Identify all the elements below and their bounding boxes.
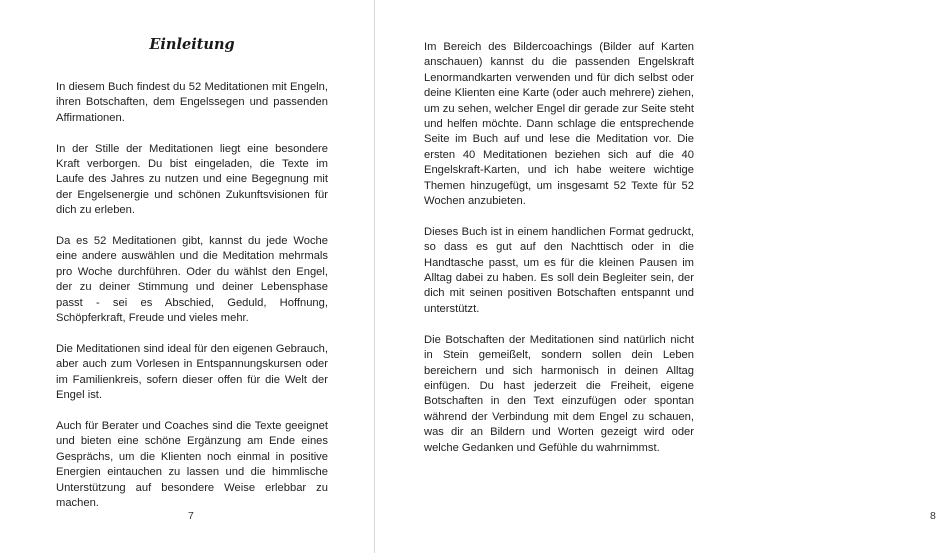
paragraph: Dieses Buch ist in einem handlichen Format gedruckt, so dass es gut auf den Nachttisch oder in die Handtasche passt, um es für die kleinen Pausen im Alltag dabei zu haben. Es soll dein Begleiter sein, der dich mit seinen positiven Botschaften entspannt und unterstützt.	[424, 225, 694, 315]
paragraph: Auch für Berater und Coaches sind die Texte geeignet und bieten eine schöne Ergänzung am Ende eines Gesprächs, um die Klienten noch einmal in positive Energien eintauchen zu lassen und die himmlische Unterstützung auf besondere Weise erlebbar zu machen.	[56, 419, 328, 509]
left-page-body	[56, 80, 328, 527]
page-number: 8	[930, 510, 936, 522]
paragraph: Im Bereich des Bildercoachings (Bilder auf Karten anschauen) kannst du die passenden Engelskraft Lenormandkarten verwenden und für dich selbst oder deine Klienten eine Karte (oder auch mehrere) ziehen, um zu sehen, welcher Engel dir gerade zur Seite steht und helfen möchte. Dann schlage die entsprechende Seite im Buch auf und lese die Meditation vor. Die ersten 40 Meditationen beziehen sich auf die 40 Engelskraft-Karten, und ich habe weitere wichtige Themen hinzugefügt, um insgesamt 52 Texte für 52 Wochen anzubieten.	[424, 41, 694, 208]
right-page-body	[424, 40, 694, 471]
paragraph: In der Stille der Meditationen liegt eine besondere Kraft verborgen. Du bist eingeladen, die Texte im Laufe des Jahres zu nutzen und eine Begegnung mit der Engelsenergie und schönen Zukunftsvisionen für dich zu erleben.	[56, 142, 328, 217]
paragraph: Die Meditationen sind ideal für den eigenen Gebrauch, aber auch zum Vorlesen in Entspannungskursen oder im Familienkreis, sofern dieser offen für die Welt der Engel ist.	[56, 342, 328, 402]
paragraph: Die Botschaften der Meditationen sind natürlich nicht in Stein gemeißelt, sondern sollen dein Leben bereichern und sich harmonisch in deinen Alltag einfügen. Du hast jederzeit die Freiheit, eigene Botschaften in den Text einzufügen oder spontan während der Verbindung mit dem Engel zu schauen, was dir an Bildern und Worten gezeigt wird oder welche Gedanken und Gefühle du wahrnimmst.	[424, 333, 694, 454]
page-number: 7	[188, 510, 194, 522]
paragraph: In diesem Buch findest du 52 Meditationen mit Engeln, ihren Botschaften, dem Engelssegen und passenden Affirmationen.	[56, 81, 328, 124]
chapter-heading: Einleitung	[149, 36, 235, 53]
paragraph: Da es 52 Meditationen gibt, kannst du jede Woche eine andere auswählen und die Meditation mehrmals pro Woche durchführen. Oder du wählst den Engel, der zu deiner Stimmung und deiner Lebensphase passt - sei es Abschied, Geduld, Hoffnung, Schöpferkraft, Freude und vieles mehr.	[56, 235, 328, 325]
left-page	[0, 0, 374, 553]
